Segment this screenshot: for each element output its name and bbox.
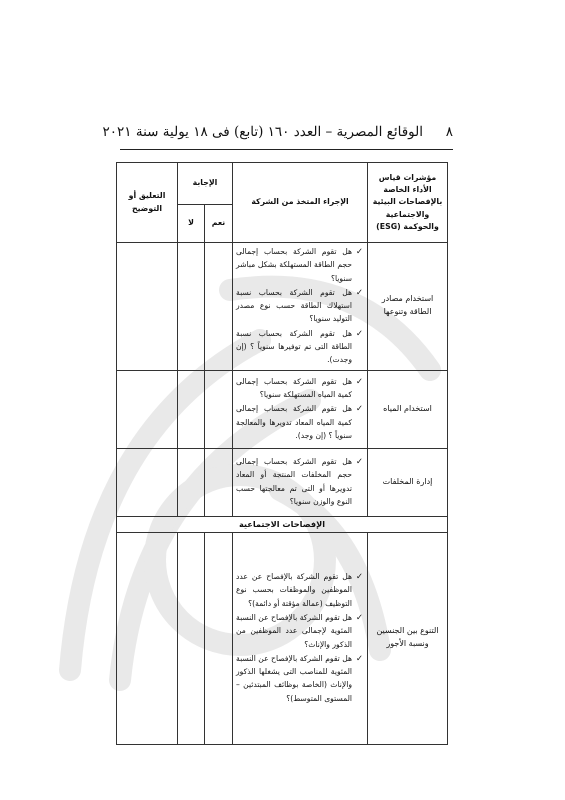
answer-yes-cell: [205, 448, 233, 516]
checklist-item: ✓ هل تقوم الشركة بحساب إجمالى حجم الطاقة المستهلكة بشكل مباشر سنويا؟: [236, 247, 363, 283]
check-icon: ✓: [355, 572, 363, 583]
check-icon: ✓: [355, 247, 363, 257]
comment-cell: [117, 448, 178, 516]
checklist-item: ✓ هل تقوم الشركة بالإفصاح عن عدد الموظفين والموظفات بحسب نوع التوظيف (عمالة مؤقتة أو دائمة)؟: [236, 572, 363, 608]
check-icon: ✓: [355, 653, 363, 664]
check-icon: ✓: [355, 612, 363, 623]
header-answer: الإجابة: [178, 163, 233, 205]
indicator-cell: إدارة المخلفات: [368, 448, 448, 516]
action-cell: [233, 370, 368, 448]
checklist-item: ✓ هل تقوم الشركة بالإفصاح عن النسبة المئوية للمناصب التى يشغلها الذكور والإناث (الخاصة بوظائف المبتدئين – المستوى المتوسط)؟: [236, 653, 363, 703]
indicator-cell: استخدام مصادر الطاقة وتنوعها: [368, 243, 448, 371]
comment-cell: [117, 243, 178, 371]
action-cell: [233, 448, 368, 516]
checklist-item: ✓ هل تقوم الشركة بالإفصاح عن النسبة المئوية لإجمالى عدد الموظفين من الذكور والإناث؟: [236, 612, 363, 649]
section-title: الإفصاحات الاجتماعية: [117, 516, 448, 532]
check-icon: ✓: [355, 328, 363, 339]
answer-yes-cell: [205, 243, 233, 371]
header-yes: نعم: [205, 205, 233, 243]
answer-no-cell: [178, 243, 205, 371]
header-rule: [120, 149, 453, 150]
check-icon: ✓: [355, 287, 363, 298]
page-header: [102, 124, 453, 144]
page-number: ٨: [445, 124, 453, 140]
header-action: الإجراء المتخذ من الشركة: [233, 163, 368, 243]
check-icon: ✓: [355, 376, 363, 387]
answer-no-cell: [178, 532, 205, 744]
comment-cell: [117, 532, 178, 744]
answer-no-cell: [178, 448, 205, 516]
answer-no-cell: [178, 370, 205, 448]
checklist-item: ✓ هل تقوم الشركة بحساب إجمالى كمية المياه المستهلكة سنويا؟: [236, 376, 363, 400]
action-cell: [233, 532, 368, 744]
header-indicator: مؤشرات قياس الأداء الخاصة بالإفصاحات البيئية والاجتماعية والحوكمة (ESG): [368, 163, 448, 243]
check-icon: ✓: [355, 404, 363, 415]
checklist-item: ✓ هل تقوم الشركة بحساب إجمالى كمية المياه المعاد تدويرها والمعالجة سنوياً ؟ (إن وجد).: [236, 404, 363, 440]
gazette-title: الوقائع المصرية – العدد ١٦٠ (تابع) فى ١٨ يولية سنة ٢٠٢١: [102, 124, 423, 140]
checklist-item: ✓ هل تقوم الشركة بحساب نسبة الطاقة التى تم توفيرها سنوياً ؟ (إن وجدت).: [236, 328, 363, 365]
header-comment: التعليق أو التوضيح: [117, 163, 178, 243]
indicator-cell: التنوع بين الجنسين ونسبة الأجور: [368, 532, 448, 744]
answer-yes-cell: [205, 532, 233, 744]
checklist-item: ✓ هل تقوم الشركة بحساب نسبة استهلاك الطاقة حسب نوع مصدر التوليد سنويا؟: [236, 287, 363, 324]
action-cell: [233, 243, 368, 371]
indicator-cell: استخدام المياه: [368, 370, 448, 448]
answer-yes-cell: [205, 370, 233, 448]
checklist-item: ✓ هل تقوم الشركة بحساب إجمالى حجم المخلفات المنتجة أو المعاد تدويرها أو التى تم معالجتها حسب النوع والوزن سنويا؟: [236, 456, 363, 506]
esg-table: [116, 162, 448, 745]
header-no: لا: [178, 205, 205, 243]
check-icon: ✓: [355, 456, 363, 467]
comment-cell: [117, 370, 178, 448]
